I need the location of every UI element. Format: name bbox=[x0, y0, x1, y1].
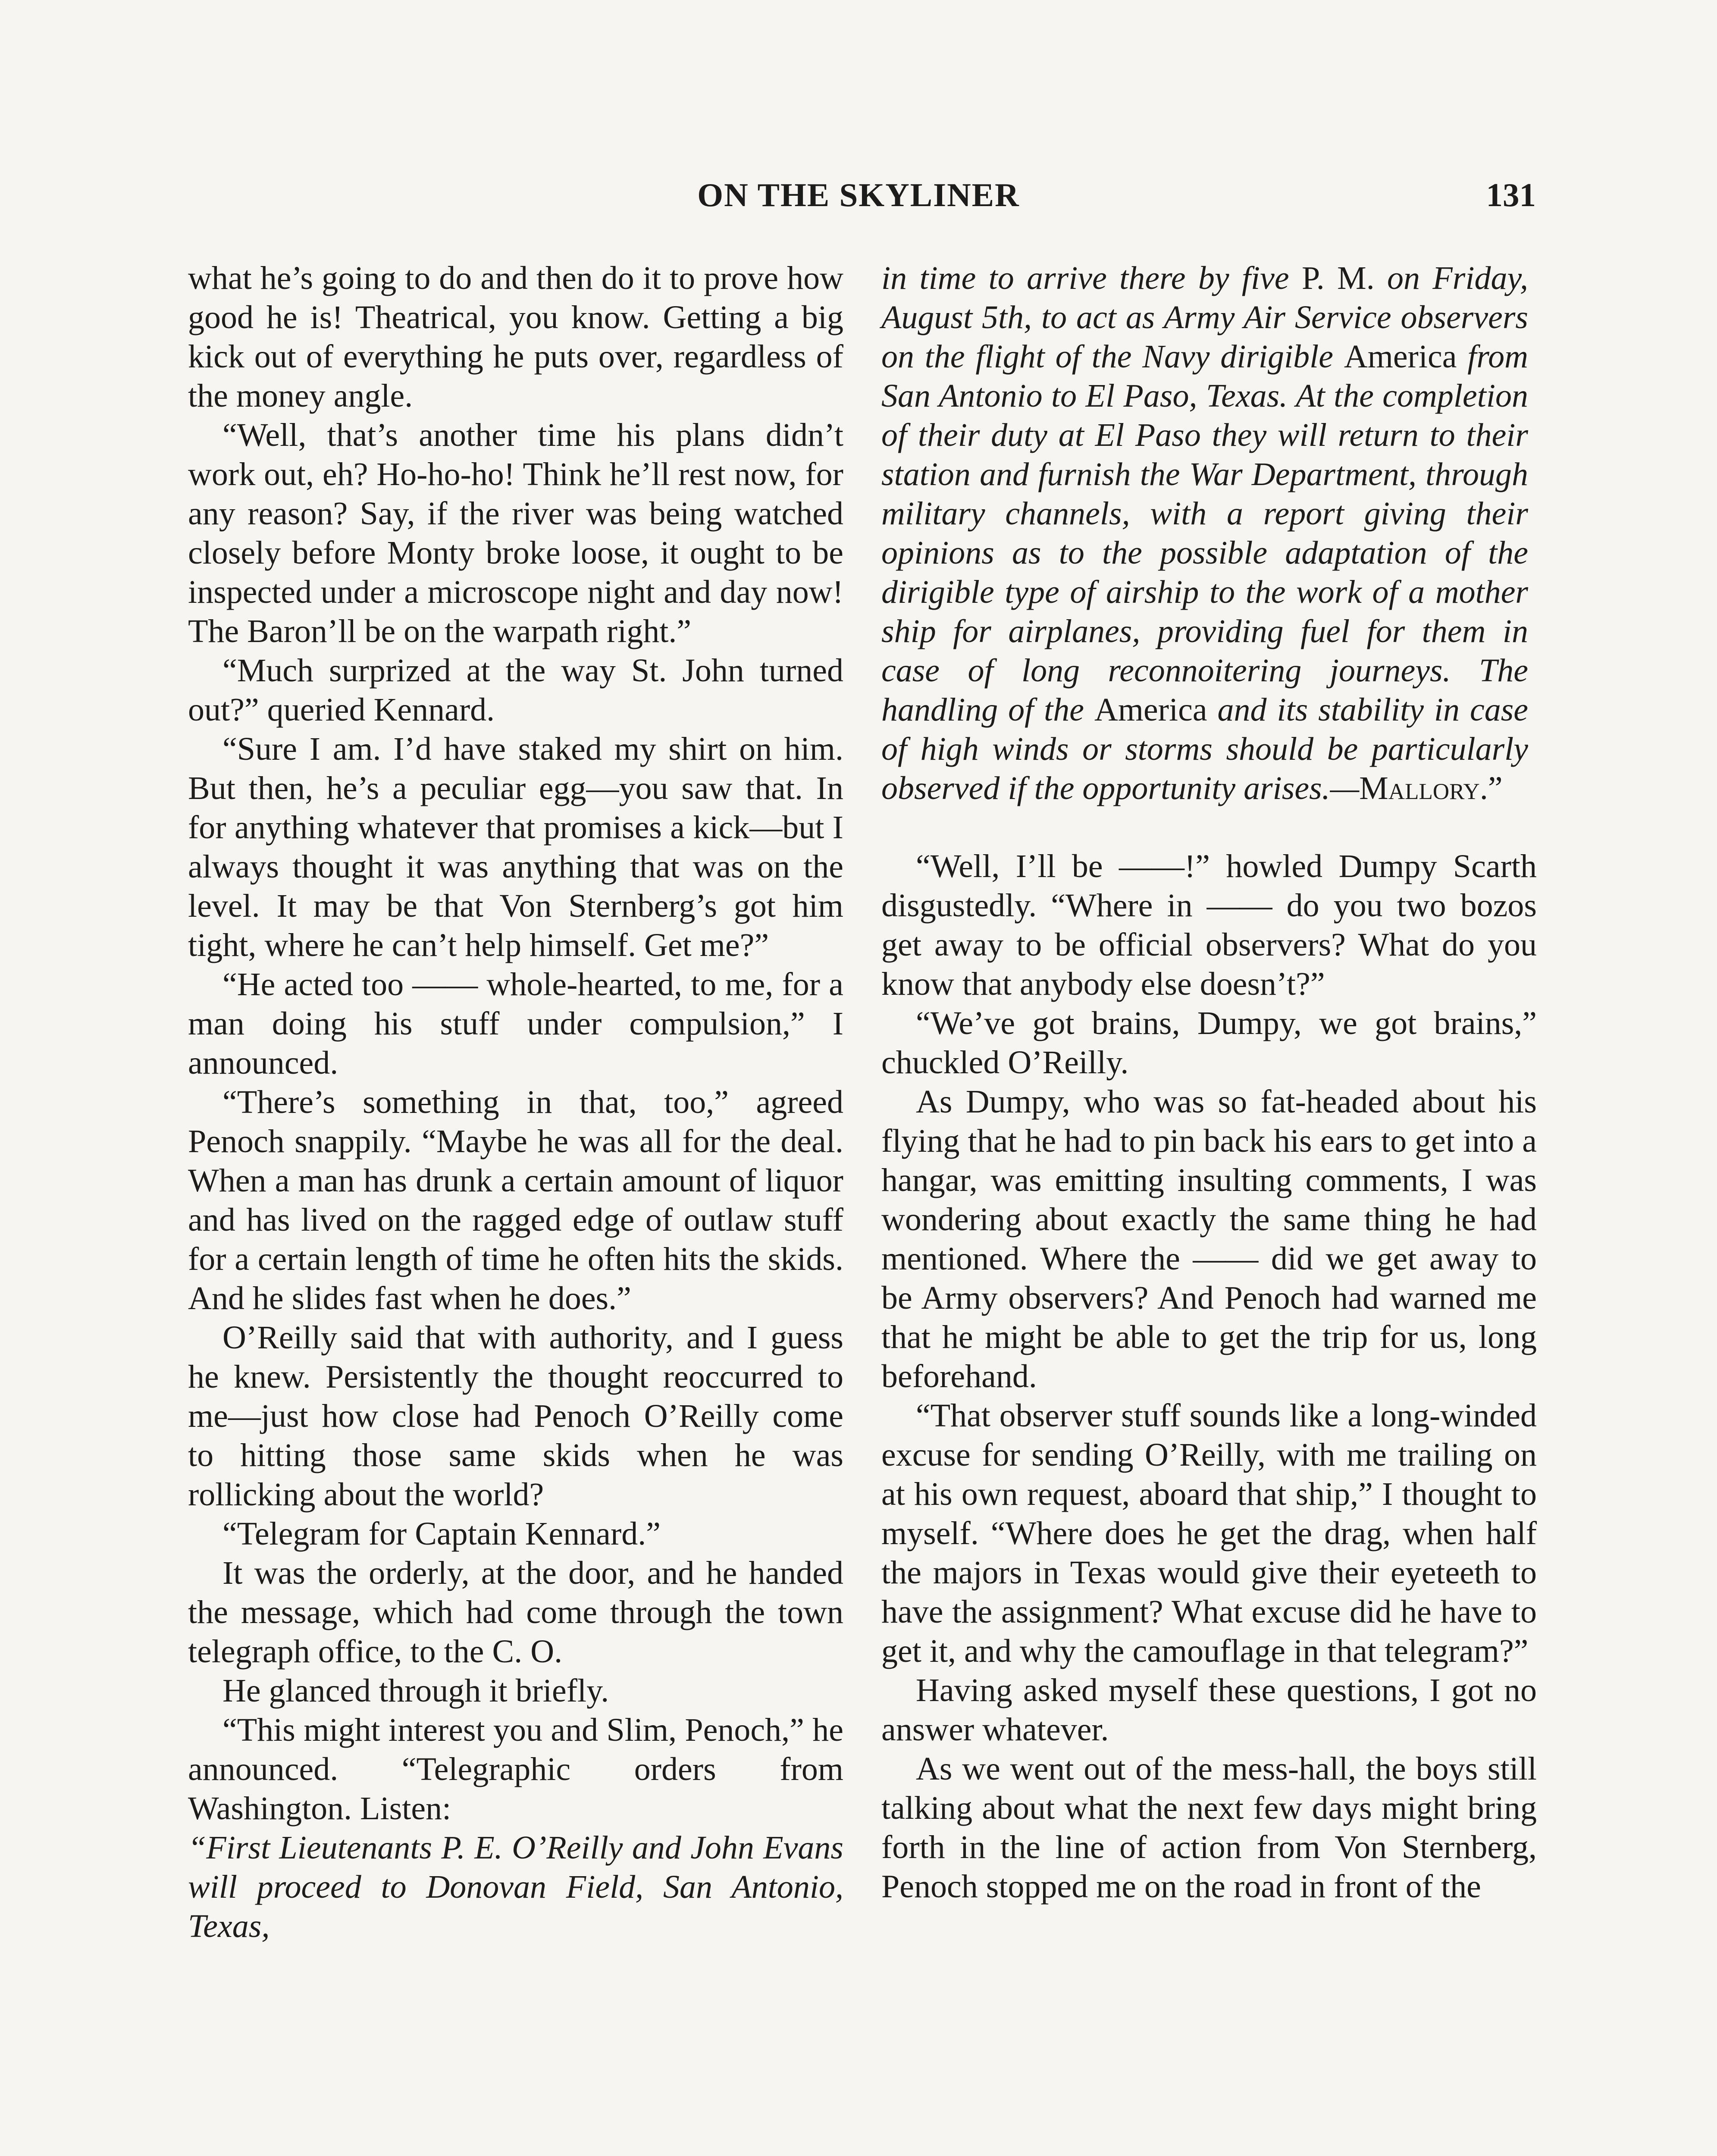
ship-name: America bbox=[1094, 692, 1207, 728]
paragraph: He glanced through it briefly. bbox=[222, 1673, 609, 1709]
ship-name: America bbox=[1344, 338, 1457, 375]
telegram-text: and its stability in case of high winds or storms should be particularly observed if the opportunity arises.— bbox=[881, 692, 1529, 806]
paragraph: O’Reilly said that with authority, and I guess he knew. Persistently the thought reoccurred to me—just how close had Penoch O’Reilly come to hitting those same skids when he was rollicking about the world? bbox=[188, 1319, 843, 1513]
paragraph: As Dumpy, who was so fat-headed about his flying that he had to pin back his ears to get into a hangar, was emitting insulting comments, I was wondering about exactly the same thing he had mentioned. Where the —— did we get away to be Army observers? And Penoch had warned me that he might be able to get the trip for us, long beforehand. bbox=[881, 1084, 1537, 1395]
telegram-close: .” bbox=[1479, 770, 1503, 806]
paragraph: “He acted too —— whole-hearted, to me, for a man doing his stuff under compulsion,” I announced. bbox=[188, 966, 843, 1081]
page-number: 131 bbox=[1486, 176, 1536, 213]
paragraph: what he’s going to do and then do it to prove how good he is! Theatrical, you know. Getting a big kick out of everything he puts over, regardless of the money angle. bbox=[188, 260, 843, 414]
right-column bbox=[881, 259, 1537, 1906]
telegram-quote-start: “First Lieutenants P. E. O’Reilly and John Evans will proceed to Donovan Field, San Antonio, Texas, bbox=[188, 1830, 843, 1944]
paragraph: “Sure I am. I’d have staked my shirt on him. But then, he’s a peculiar egg—you saw that. In for anything whatever that promises a kick—but I always thought it was anything that was on the level. It may be that Von Sternberg’s got him tight, where he can’t help himself. Get me?” bbox=[188, 731, 843, 963]
paragraph: “Well, that’s another time his plans didn’t work out, eh? Ho-ho-ho! Think he’ll rest now, for any reason? Say, if the river was being watched closely before Monty broke loose, it ought to be inspected under a microscope night and day now! The Baron’ll be on the warpath right.” bbox=[188, 417, 843, 649]
page-header bbox=[181, 176, 1536, 228]
telegram-text: on Friday, August 5th, to act as Army Air Service observers on the flight of the Navy dirigible bbox=[881, 260, 1529, 375]
left-column bbox=[188, 259, 843, 1946]
paragraph: “This might interest you and Slim, Penoch,” he announced. “Telegraphic orders from Washington. Listen: bbox=[188, 1712, 843, 1827]
paragraph: “There’s something in that, too,” agreed Penoch snappily. “Maybe he was all for the deal. When a man has drunk a certain amount of liquor and has lived on the ragged edge of outlaw stuff for a certain length of time he often hits the skids. And he slides fast when he does.” bbox=[188, 1084, 843, 1316]
telegram-text: from San Antonio to El Paso, Texas. At the completion of their duty at El Paso they will return to their station and furnish the War Department, through military channels, with a report giving their opinions as to the possible adaptation of the dirigible type of airship to the work of a mother ship for airplanes, providing fuel for them in case of long reconnoitering journeys. The handling of the bbox=[881, 338, 1529, 728]
section-gap bbox=[881, 808, 1537, 847]
paragraph: “Telegram for Captain Kennard.” bbox=[222, 1516, 661, 1552]
telegram-quote-continued bbox=[881, 259, 1537, 808]
time-abbrev: P. M. bbox=[1301, 260, 1375, 296]
telegram-signature: Mallory bbox=[1359, 770, 1480, 806]
paragraph: “Much surprized at the way St. John turned out?” queried Kennard. bbox=[188, 652, 843, 728]
paragraph: “Well, I’ll be ——!” howled Dumpy Scarth disgustedly. “Where in —— do you two bozos get away to be official observers? What do you know that anybody else doesn’t?” bbox=[881, 848, 1537, 1002]
paragraph: Having asked myself these questions, I got no answer whatever. bbox=[881, 1672, 1537, 1748]
paragraph: As we went out of the mess-hall, the boys still talking about what the next few days might bring forth in the line of action from Von Sternberg, Penoch stopped me on the road in front of the bbox=[881, 1751, 1537, 1905]
paragraph: It was the orderly, at the door, and he handed the message, which had come through the town telegraph office, to the C. O. bbox=[188, 1555, 843, 1670]
running-head: ON THE SKYLINER bbox=[697, 176, 1020, 213]
paragraph: “That observer stuff sounds like a long-winded excuse for sending O’Reilly, with me trailing on at his own request, aboard that ship,” I thought to myself. “Where does he get the drag, when half the majors in Texas would give their eyeteeth to have the assignment? What excuse did he have to get it, and why the camouflage in that telegram?” bbox=[881, 1398, 1537, 1669]
paragraph: “We’ve got brains, Dumpy, we got brains,” chuckled O’Reilly. bbox=[881, 1005, 1537, 1081]
telegram-text: in time to arrive there by five bbox=[881, 260, 1289, 296]
